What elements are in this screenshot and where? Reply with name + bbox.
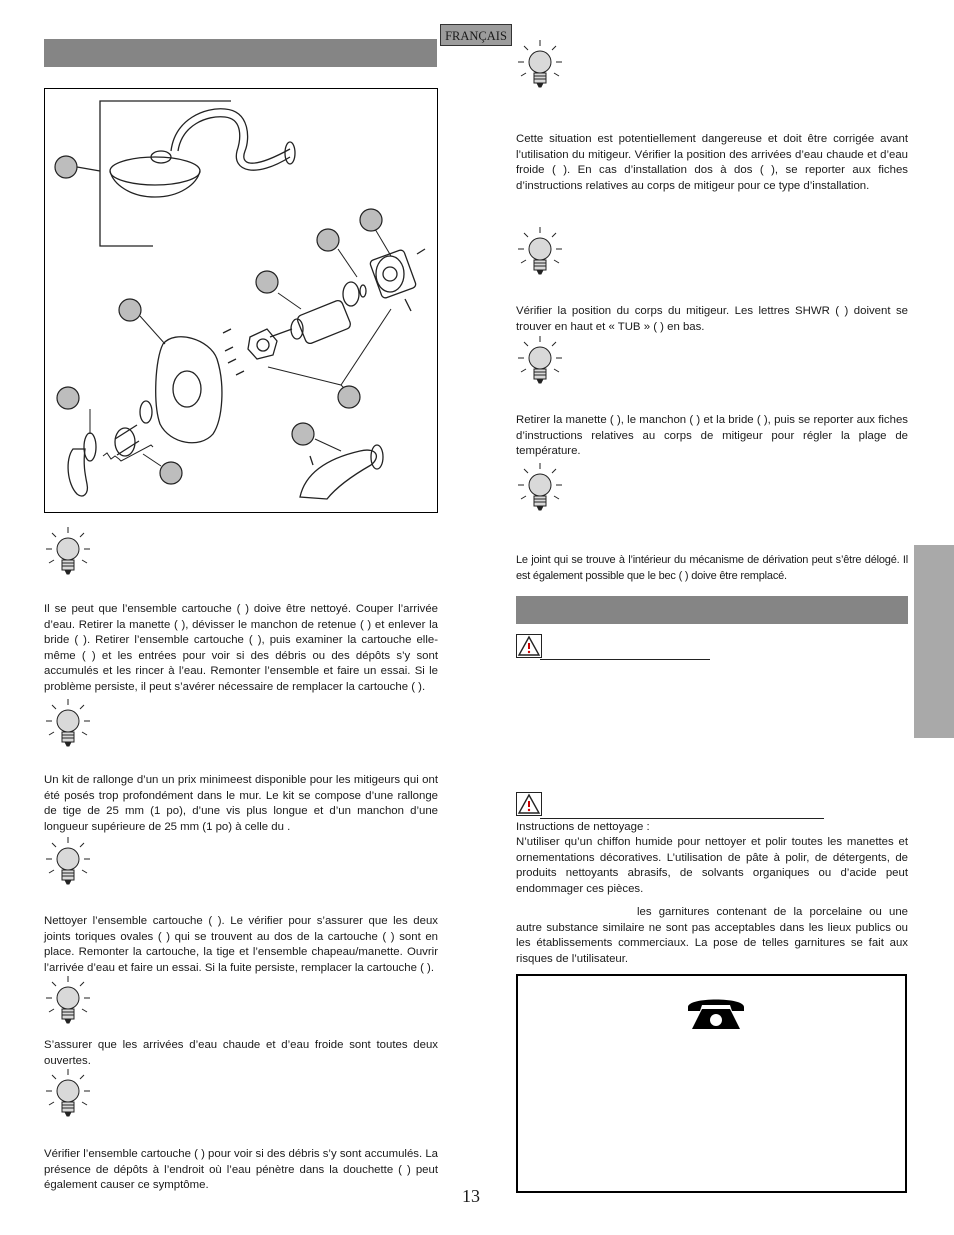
exploded-parts-illustration xyxy=(45,89,436,511)
light-bulb-icon xyxy=(516,334,564,396)
light-bulb-icon xyxy=(516,461,564,523)
warning-triangle-icon xyxy=(516,634,542,658)
light-bulb-icon xyxy=(44,1067,92,1129)
light-bulb-icon xyxy=(44,697,92,759)
section-header-bar-right xyxy=(516,596,908,624)
paragraph-hot-cold-reversed: Cette situation est potentiellement dangereuse et doit être corrigée avant l’utilisation du mitigeur. Vérifier la position des arrivées d’eau chaude et d’eau froide ( ). En cas d’installation dos à dos ( ), se reporter aux fiches d’instructions relatives au corps de mitigeur pour ce type d’installation. xyxy=(516,133,908,192)
porcelain-note: les garnitures contenant de la porcelaine ou une autre substance similaire ne sont pas acceptables dans les lieux publics ou les établissements commerciaux. La pose de telles garnitures se fait aux risques de l’utilisateur. xyxy=(516,906,908,965)
paragraph-diverter: Le joint qui se trouve à l’intérieur du mécanisme de dérivation peut s’être délogé. Il est également possible que le bec ( ) doive être remplacé. xyxy=(516,554,908,582)
warning-underline xyxy=(540,818,824,819)
cleaning-title: Instructions de nettoyage : xyxy=(516,821,650,833)
section-header-bar-left xyxy=(44,39,437,67)
paragraph-debris: Vérifier l’ensemble cartouche ( ) pour voir si des débris s’y sont accumulés. La présence de dépôts à l’endroit où l’eau pénètre dans la douchette ( ) peut également causer ce symptôme. xyxy=(44,1148,438,1192)
paragraph-temperature: Retirer la manette ( ), le manchon ( ) et la bride ( ), puis se reporter aux fiches d’instructions relatives au corps de mitigeur pour régler la plage de température. xyxy=(516,414,908,458)
paragraph-extension-kit: Un kit de rallonge d’un un prix minimeest disponible pour les mitigeurs qui ont été posés trop profondément dans le mur. Le kit se compose d’une rallonge de tige de 25 mm (1 po), d’une vis plus longue et d’un manchon d’une longueur supérieure de 25 mm (1 po) à celle du . xyxy=(44,774,438,833)
light-bulb-icon xyxy=(44,525,92,587)
paragraph-cartridge-clean: Il se peut que l’ensemble cartouche ( ) doive être nettoyé. Couper l’arrivée d’eau. Retirer la manette ( ), dévisser le manchon de retenue ( ) et enlever la bride ( ). Retirer l’ensemble cartouche ( ), puis examiner la cartouche elle-même ( ) et les entrées pour voir si des débris ou des dépôts s’y sont accumulés et les rincer à l’eau. Remonter l’ensemble et faire un essai. Si le problème persiste, il peut s’avérer nécessaire de remplacer la cartouche ( ). xyxy=(44,603,438,693)
paragraph-leak: Nettoyer l’ensemble cartouche ( ). Le vérifier pour s’assurer que les deux joints toriques ovales ( ) qui se trouvent au dos de la cartouche ( ) sont en place. Remonter la cartouche, la tige et l’ensemble chapeau/manette. Ouvrir l’arrivée d’eau et faire un essai. Si la fuite persiste, remplacer la cartouche ( ). xyxy=(44,915,438,974)
warning-triangle-icon xyxy=(516,792,542,816)
language-tab: FRANÇAIS xyxy=(440,24,512,46)
parts-diagram xyxy=(44,88,438,513)
light-bulb-icon xyxy=(44,974,92,1036)
paragraph-valve-position: Vérifier la position du corps du mitigeur. Les lettres SHWR ( ) doivent se trouver en haut et « TUB » ( ) en bas. xyxy=(516,305,908,333)
paragraph-supply-open: S’assurer que les arrivées d’eau chaude et d’eau froide sont toutes deux ouvertes. xyxy=(44,1039,438,1067)
light-bulb-icon xyxy=(44,835,92,897)
side-tab xyxy=(914,545,954,738)
page-number: 13 xyxy=(462,1186,480,1206)
light-bulb-icon xyxy=(516,225,564,287)
light-bulb-icon xyxy=(516,38,564,100)
contact-box xyxy=(516,974,907,1193)
cleaning-instructions: N’utiliser qu’un chiffon humide pour nettoyer et polir toutes les manettes et ornementations décoratives. L’utilisation de pâte à polir, de détergents, de produits nettoyants abrasifs, de solvants organiques ou d’acide peut endommager ces pièces. xyxy=(516,836,908,895)
telephone-icon xyxy=(684,993,748,1033)
warning-underline xyxy=(540,659,710,660)
